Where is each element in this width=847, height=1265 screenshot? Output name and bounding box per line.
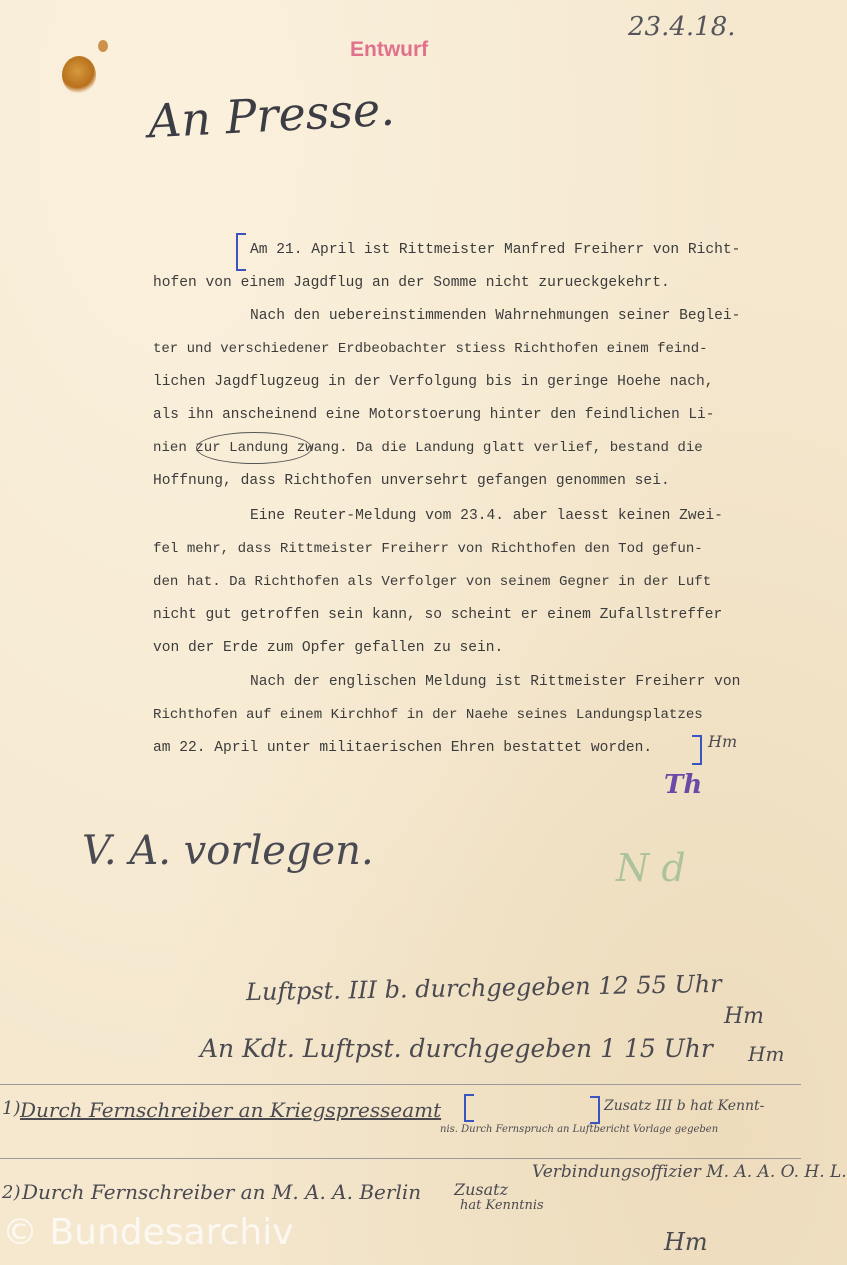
body-line-1: Am 21. April ist Rittmeister Manfred Freiherr von Richt- (250, 242, 741, 258)
body-line-10: fel mehr, dass Rittmeister Freiherr von Richthofen den Tod gefun- (153, 541, 703, 557)
body-line-14: Nach der englischen Meldung ist Rittmeister Freiherr von (250, 674, 741, 690)
initials-purple: Th (664, 770, 703, 800)
row-1-fernschreiber: Durch Fernschreiber an Kriegspresseamt (20, 1098, 442, 1122)
note-luftpst-durchgegeben: Luftpst. III b. durchgegeben 12 55 Uhr (245, 969, 722, 1007)
row-2-sub: hat Kenntnis (460, 1198, 544, 1213)
divider-line-top (0, 1084, 801, 1085)
body-line-7: nien zur Landung zwang. Da die Landung glatt verlief, bestand die (153, 440, 703, 456)
note-2-sign: Hm (748, 1042, 785, 1066)
row-1-sub: nis. Durch Fernspruch an Luftbericht Vorlage gegeben (440, 1124, 719, 1135)
divider-line-middle (0, 1158, 801, 1159)
bracket-right-row1 (590, 1096, 600, 1124)
ink-stain (62, 56, 96, 94)
date-handwritten: 23.4.18. (628, 12, 736, 42)
note-kdt-durchgegeben: An Kdt. Luftpst. durchgegeben 1 15 Uhr (200, 1034, 713, 1063)
body-line-8: Hoffnung, dass Richthofen unversehrt gefangen genommen sei. (153, 473, 670, 489)
body-line-15: Richthofen auf einem Kirchhof in der Naehe seines Landungsplatzes (153, 707, 703, 723)
bracket-left-top (236, 233, 246, 271)
body-line-4: ter und verschiedener Erdbeobachter stiess Richthofen einem feind- (153, 341, 708, 357)
circle-mark-zur-landung (196, 432, 312, 464)
row-2-number: 2) (2, 1182, 21, 1203)
body-line-13: von der Erde zum Opfer gefallen zu sein. (153, 640, 504, 656)
green-mark: N d (616, 846, 686, 890)
body-line-5: lichen Jagdflugzeug in der Verfolgung bis in geringe Hoehe nach, (153, 374, 714, 390)
row-2-verbindungsoffizier: Verbindungsoffizier M. A. A. O. H. L. (532, 1162, 847, 1182)
address-handwritten: An Presse. (146, 81, 396, 149)
vorlegen-note: V. A. vorlegen. (82, 828, 374, 874)
body-line-6: als ihn anscheinend eine Motorstoerung hinter den feindlichen Li- (153, 407, 715, 423)
body-line-2: hofen von einem Jagdflug an der Somme nicht zurueckgekehrt. (153, 275, 670, 291)
bottom-sign: Hm (664, 1228, 708, 1256)
body-line-3: Nach den uebereinstimmenden Wahrnehmungen seiner Beglei- (250, 308, 741, 324)
body-line-16: am 22. April unter militaerischen Ehren bestattet worden. (153, 740, 653, 756)
row-1-zusatz: Zusatz III b hat Kennt- (604, 1098, 765, 1114)
initials-hm-1: Hm (708, 732, 738, 751)
row-2-zusatz: Zusatz (454, 1180, 509, 1199)
bundesarchiv-watermark: © Bundesarchiv (2, 1212, 294, 1253)
bracket-left-row1 (464, 1094, 474, 1122)
body-line-9: Eine Reuter-Meldung vom 23.4. aber laesst keinen Zwei- (250, 508, 723, 524)
row-2-fernschreiber: Durch Fernschreiber an M. A. A. Berlin (22, 1180, 422, 1204)
body-line-12: nicht gut getroffen sein kann, so scheint er einem Zufallstreffer (153, 607, 723, 623)
body-line-11: den hat. Da Richthofen als Verfolger von seinem Gegner in der Luft (153, 574, 712, 590)
row-1-number: 1) (2, 1098, 21, 1119)
bracket-right-bottom (692, 735, 702, 765)
ink-stain-drop (98, 40, 108, 52)
entwurf-stamp: Entwurf (350, 38, 429, 61)
note-1-sign: Hm (724, 1004, 765, 1029)
